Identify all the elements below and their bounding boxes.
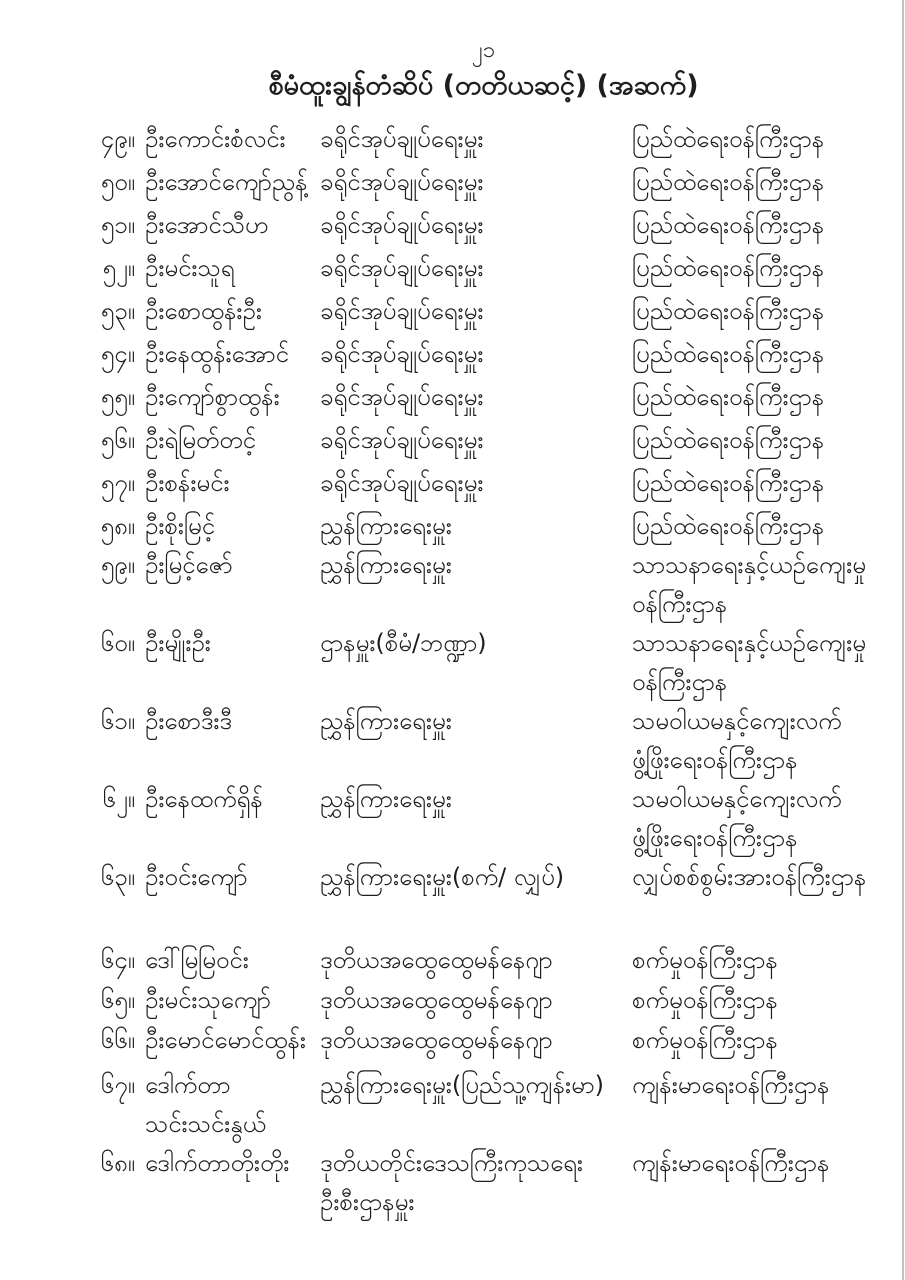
name-cell-line: ဒေါက်တာတိုးတိုး <box>145 1149 290 1177</box>
ministry-cell-line: ပြည်ထဲရေးဝန်ကြီးဌာန <box>632 512 825 540</box>
ministry-cell-line: ပြည်ထဲရေးဝန်ကြီးဌာန <box>632 383 825 411</box>
position-cell <box>320 464 632 503</box>
position-cell-line: ခရိုင်အုပ်ချုပ်ရေးမှူး <box>320 426 484 454</box>
position-cell <box>320 292 632 331</box>
ministry-cell <box>632 206 870 245</box>
position-cell <box>320 546 632 585</box>
table-row <box>62 981 870 1020</box>
name-cell <box>145 702 320 741</box>
ministry-cell-line: လျှပ်စစ်စွမ်းအားဝန်ကြီးဌာန <box>632 863 867 891</box>
name-cell-line: ဦးစောထွန်းဦး <box>145 297 262 325</box>
position-cell-line: ညွှန်ကြားရေးမှူး(ပြည်သူ့ကျန်းမာ) <box>320 1071 605 1099</box>
name-cell <box>145 464 320 503</box>
name-cell-line: ဒေါ်မြမြဝင်း <box>145 946 249 974</box>
name-cell-line: ဦးအောင်သီဟ <box>145 211 269 239</box>
name-cell-line: သင်းသင်းနွယ် <box>145 1110 266 1138</box>
position-cell <box>320 378 632 417</box>
position-cell-line: ခရိုင်အုပ်ချုပ်ရေးမှူး <box>320 340 484 368</box>
ministry-cell-line: ပြည်ထဲရေးဝန်ကြီးဌာန <box>632 426 825 454</box>
ministry-cell <box>632 1066 870 1105</box>
ministry-cell-line: ပြည်ထဲရေးဝန်ကြီးဌာန <box>632 340 825 368</box>
position-cell <box>320 206 632 245</box>
table-row <box>62 941 870 980</box>
table-row <box>62 1144 870 1222</box>
table-row <box>62 624 870 702</box>
position-cell <box>320 941 632 980</box>
page-number: ၂၁ <box>471 38 496 63</box>
ministry-cell <box>632 981 870 1020</box>
position-cell-line: ခရိုင်အုပ်ချုပ်ရေးမှူး <box>320 469 484 497</box>
name-cell-line: ဦးမင်းသုကျော် <box>145 986 271 1014</box>
row-number <box>62 546 145 585</box>
position-cell-line: ညွှန်ကြားရေးမှူး <box>320 551 452 579</box>
row-number <box>62 1066 145 1105</box>
position-cell-line: ဒုတိယအထွေထွေမန်နေဂျာ <box>320 986 553 1014</box>
row-number-line: ၅၆။ <box>100 426 135 454</box>
row-number <box>62 941 145 980</box>
ministry-cell-line: ပြည်ထဲရေးဝန်ကြီးဌာန <box>632 254 825 282</box>
row-number <box>62 163 145 202</box>
row-number-line: ၅၄။ <box>100 340 135 368</box>
ministry-cell <box>632 163 870 202</box>
ministry-cell <box>632 249 870 288</box>
name-cell <box>145 546 320 585</box>
ministry-cell <box>632 780 870 858</box>
row-number <box>62 1144 145 1183</box>
name-cell <box>145 163 320 202</box>
row-number-line: ၅၅။ <box>100 383 135 411</box>
position-cell <box>320 780 632 819</box>
name-cell <box>145 1144 320 1183</box>
table-row <box>62 378 870 417</box>
name-cell <box>145 858 320 897</box>
name-cell-line: ဒေါက်တာ <box>145 1071 231 1099</box>
row-number <box>62 702 145 741</box>
ministry-cell-line: ကျန်းမာရေးဝန်ကြီးဌာန <box>632 1149 830 1177</box>
name-cell <box>145 335 320 374</box>
position-cell-line: ညွှန်ကြားရေးမှူး(စက်/ လျှပ်) <box>320 863 565 891</box>
name-cell <box>145 249 320 288</box>
position-cell-line: ဒုတိယအထွေထွေမန်နေဂျာ <box>320 946 553 974</box>
row-number <box>62 507 145 546</box>
ministry-cell <box>632 941 870 980</box>
position-cell <box>320 249 632 288</box>
row-number <box>62 335 145 374</box>
row-number <box>62 464 145 503</box>
name-cell <box>145 981 320 1020</box>
table-row <box>62 702 870 780</box>
name-cell-line: ဦးမင်းသူရ <box>145 254 235 282</box>
position-cell <box>320 702 632 741</box>
ministry-cell <box>632 464 870 503</box>
row-number <box>62 624 145 663</box>
ministry-cell <box>632 507 870 546</box>
position-cell <box>320 1144 632 1222</box>
ministry-cell-line: ကျန်းမာရေးဝန်ကြီးဌာန <box>632 1071 830 1099</box>
row-number <box>62 421 145 460</box>
position-cell-line: ခရိုင်အုပ်ချုပ်ရေးမှူး <box>320 254 484 282</box>
name-cell-line: ဦးနေထွန်းအောင် <box>145 340 289 368</box>
name-cell <box>145 624 320 663</box>
ministry-cell <box>632 858 870 897</box>
ministry-cell-line: သာသနာရေးနှင့်ယဉ်ကျေးမှု <box>632 551 866 579</box>
table-row <box>62 249 870 288</box>
ministry-cell-line: ဝန်ကြီးဌာန <box>632 668 728 696</box>
row-number-line: ၆၁။ <box>100 707 135 735</box>
roster-rows <box>62 120 870 1222</box>
name-cell-line: ဦးရဲမြတ်တင့် <box>145 426 256 454</box>
name-cell <box>145 1021 320 1060</box>
table-row <box>62 1021 870 1060</box>
row-number-line: ၅၈။ <box>100 512 135 540</box>
row-number-line: ၅၀။ <box>100 168 135 196</box>
name-cell <box>145 780 320 819</box>
ministry-cell-line: စက်မှုဝန်ကြီးဌာန <box>632 1026 778 1054</box>
row-number <box>62 120 145 159</box>
ministry-cell <box>632 702 870 780</box>
table-row <box>62 780 870 858</box>
row-number-line: ၅၉။ <box>100 551 135 579</box>
name-cell <box>145 1066 320 1144</box>
position-cell <box>320 1021 632 1060</box>
table-row <box>62 292 870 331</box>
row-number-line: ၆၈။ <box>100 1149 135 1177</box>
table-row <box>62 546 870 624</box>
name-cell-line: ဦးအောင်ကျော်ညွန့် <box>145 168 308 196</box>
row-number <box>62 292 145 331</box>
position-cell <box>320 120 632 159</box>
position-cell-line: ခရိုင်အုပ်ချုပ်ရေးမှူး <box>320 211 484 239</box>
row-number-line: ၆၅။ <box>100 986 135 1014</box>
row-number-line: ၆၂။ <box>102 785 135 813</box>
name-cell-line: ဦးမောင်မောင်ထွန်း <box>145 1026 306 1054</box>
row-number-line: ၅၂။ <box>102 254 135 282</box>
table-row <box>62 206 870 245</box>
ministry-cell-line: ပြည်ထဲရေးဝန်ကြီးဌာန <box>632 297 825 325</box>
ministry-cell-line: ဝန်ကြီးဌာန <box>632 590 728 618</box>
name-cell-line: ဦးကျော်စွာထွန်း <box>145 383 280 411</box>
ministry-cell-line: ပြည်ထဲရေးဝန်ကြီးဌာန <box>632 168 825 196</box>
row-number-line: ၆၆။ <box>100 1026 135 1054</box>
ministry-cell <box>632 292 870 331</box>
page-title: စီမံထူးချွန်တံဆိပ် (တတိယဆင့်) (အဆက်) <box>268 70 699 101</box>
position-cell <box>320 507 632 546</box>
ministry-cell-line: စက်မှုဝန်ကြီးဌာန <box>632 986 778 1014</box>
ministry-cell <box>632 335 870 374</box>
ministry-cell-line: သာသနာရေးနှင့်ယဉ်ကျေးမှု <box>632 629 866 657</box>
position-cell-line: ဌာနမှူး(စီမံ/ဘဏ္ဍာ) <box>320 629 487 657</box>
position-cell-line: ဒုတိယတိုင်းဒေသကြီးကုသရေး <box>320 1149 583 1177</box>
position-cell <box>320 1066 632 1105</box>
ministry-cell <box>632 1144 870 1183</box>
row-number-line: ၅၁။ <box>100 211 135 239</box>
position-cell-line: ခရိုင်အုပ်ချုပ်ရေးမှူး <box>320 297 484 325</box>
position-cell-line: ခရိုင်အုပ်ချုပ်ရေးမှူး <box>320 168 484 196</box>
ministry-cell-line: ဖွံ့ဖြိုးရေးဝန်ကြီးဌာန <box>632 746 798 774</box>
table-row <box>62 421 870 460</box>
position-cell <box>320 624 632 663</box>
row-number-line: ၄၉။ <box>100 125 135 153</box>
row-number-line: ၆၄။ <box>100 946 135 974</box>
position-cell <box>320 335 632 374</box>
row-number <box>62 378 145 417</box>
table-row <box>62 1066 870 1144</box>
table-row <box>62 858 870 897</box>
name-cell-line: ဦးကောင်းစံလင်း <box>145 125 286 153</box>
ministry-cell-line: သမဝါယမနှင့်ကျေးလက် <box>632 707 842 735</box>
table-row <box>62 464 870 503</box>
row-number-line: ၅၃။ <box>100 297 135 325</box>
position-cell <box>320 163 632 202</box>
position-cell-line: ညွှန်ကြားရေးမှူး <box>320 512 452 540</box>
ministry-cell-line: စက်မှုဝန်ကြီးဌာန <box>632 946 778 974</box>
ministry-cell-line: ဖွံ့ဖြိုးရေးဝန်ကြီးဌာန <box>632 824 798 852</box>
name-cell-line: ဦးစန်းမင်း <box>145 469 230 497</box>
table-row <box>62 163 870 202</box>
ministry-cell-line: ပြည်ထဲရေးဝန်ကြီးဌာန <box>632 125 825 153</box>
scan-edge-line <box>902 0 904 1280</box>
position-cell-line: ညွှန်ကြားရေးမှူး <box>320 707 452 735</box>
ministry-cell <box>632 378 870 417</box>
position-cell-line: ခရိုင်အုပ်ချုပ်ရေးမှူး <box>320 125 484 153</box>
position-cell <box>320 981 632 1020</box>
row-number <box>62 1021 145 1060</box>
position-cell <box>320 858 632 897</box>
row-number-line: ၅၇။ <box>100 469 135 497</box>
table-row <box>62 507 870 546</box>
position-cell-line: ဒုတိယအထွေထွေမန်နေဂျာ <box>320 1026 553 1054</box>
position-cell <box>320 421 632 460</box>
name-cell-line: ဦးနေထက်ရှိန် <box>145 785 263 813</box>
row-number <box>62 206 145 245</box>
ministry-cell <box>632 624 870 702</box>
ministry-cell-line: ပြည်ထဲရေးဝန်ကြီးဌာန <box>632 469 825 497</box>
row-number-line: ၆၀။ <box>100 629 135 657</box>
row-number <box>62 780 145 819</box>
name-cell <box>145 292 320 331</box>
name-cell-line: ဦးဝင်းကျော် <box>145 863 248 891</box>
name-cell <box>145 507 320 546</box>
row-number <box>62 249 145 288</box>
ministry-cell <box>632 546 870 624</box>
name-cell <box>145 941 320 980</box>
ministry-cell-line: သမဝါယမနှင့်ကျေးလက် <box>632 785 842 813</box>
page-header <box>62 0 905 104</box>
name-cell <box>145 120 320 159</box>
ministry-cell <box>632 421 870 460</box>
row-number <box>62 981 145 1020</box>
table-row <box>62 335 870 374</box>
name-cell-line: ဦးစိုးမြင့် <box>145 512 216 540</box>
position-cell-line: ဦးစီးဌာနမှူး <box>320 1188 415 1216</box>
name-cell <box>145 378 320 417</box>
row-number <box>62 858 145 897</box>
name-cell-line: ဦးမြင့်ဇော် <box>145 551 233 579</box>
row-number-line: ၆၃။ <box>100 863 135 891</box>
ministry-cell <box>632 120 870 159</box>
position-cell-line: ညွှန်ကြားရေးမှူး <box>320 785 452 813</box>
position-cell-line: ခရိုင်အုပ်ချုပ်ရေးမှူး <box>320 383 484 411</box>
name-cell <box>145 421 320 460</box>
name-cell-line: ဦးမျိုးဦး <box>145 629 211 657</box>
name-cell <box>145 206 320 245</box>
table-row <box>62 120 870 159</box>
name-cell-line: ဦးစောဒီးဒီ <box>145 707 232 735</box>
row-number-line: ၆၇။ <box>100 1071 135 1099</box>
ministry-cell-line: ပြည်ထဲရေးဝန်ကြီးဌာန <box>632 211 825 239</box>
ministry-cell <box>632 1021 870 1060</box>
